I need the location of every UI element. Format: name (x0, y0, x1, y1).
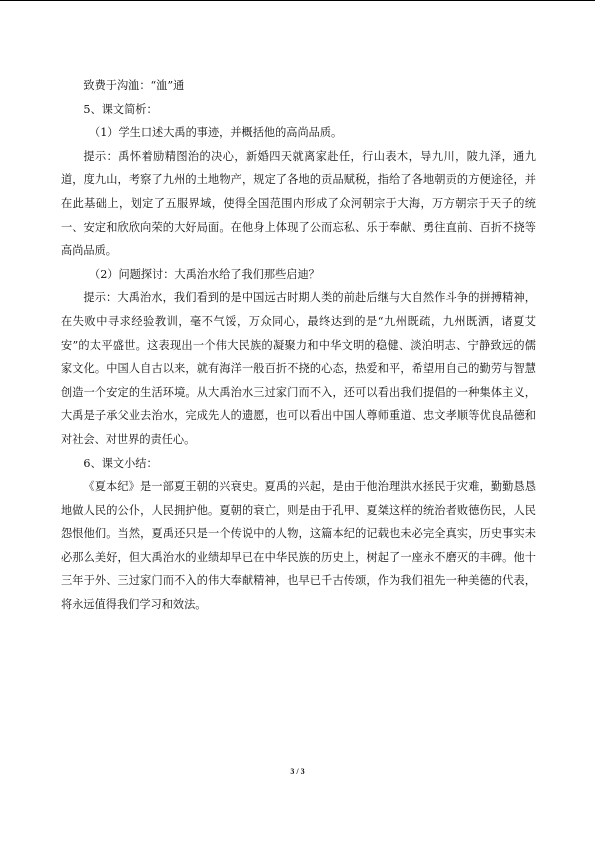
section-heading-summary: 6、课文小结： (83, 456, 158, 470)
hint-paragraph-2: 提示：大禹治水，我们看到的是中国远古时期人类的前赴后继与大自然作斗争的拼搏精神，在失败中寻求经验教训，毫不气馁，万众同心，最终达到的是“九州既疏，九州既洒，诸夏艾安”的太平盛世。这表现出一个伟大民族的凝聚力和中华文明的稳健、淡泊明志、宁静致远的儒家文化。中国人自古以来，就有海洋一般百折不挠的心态，热爱和平，希望用自己的勤劳与智慧创造一个安定的生活环境。从大禹治水三过家门而不入，还可以看出我们提倡的一种集体主义，大禹是子承父业去治水，完成先人的遗愿，也可以看出中国人尊师重道、忠文孝顺等优良品德和对社会、对世界的责任心。 (61, 291, 536, 446)
section-heading-text-analysis: 5、课文简析： (83, 102, 158, 116)
summary-paragraph: 《夏本纪》是一部夏王朝的兴衰史。夏禹的兴起，是由于他治理洪水拯民于灾难，勤勤恳恳地做人民的公仆，人民拥护他。夏朝的衰亡，则是由于孔甲、夏桀这样的统治者败德伤民，人民怨恨他们。当然，夏禹还只是一个传说中的人物，这篇本纪的记载也未必完全真实，历史事实未必那么美好，但大禹治水的业绩却早已在中华民族的历史上，树起了一座永不磨灭的丰碑。他十三年于外、三过家门而不入的伟大奉献精神，也早已千古传颂，作为我们祖先一种美德的代表，将永远值得我们学习和效法。 (61, 480, 536, 612)
page-number: 3 / 3 (290, 767, 305, 776)
question-1: （1）学生口述大禹的事迹，并概括他的高尚品质。 (89, 126, 343, 140)
document-body (61, 74, 536, 617)
page-top-border (0, 0, 595, 1)
paragraph-definition-note: 致费于沟洫：“洫”通 (83, 79, 185, 92)
question-2: （2）问题探讨：大禹治水给了我们那些启迪？ (89, 267, 320, 281)
hint-paragraph-1: 提示：禹怀着励精图治的决心，新婚四天就离家赴任，行山表木，导九川，陂九泽，通九道，度九山，考察了九州的土地物产，规定了各地的贡品赋税，指给了各地朝贡的方便途径，并在此基础上，划定了五服界域，使得全国范围内形成了众河朝宗于大海，万方朝宗于天子的统一、安定和欣欣向荣的大好局面。在他身上体现了公而忘私、乐于奉献、勇往直前、百折不挠等高尚品质。 (61, 149, 536, 258)
